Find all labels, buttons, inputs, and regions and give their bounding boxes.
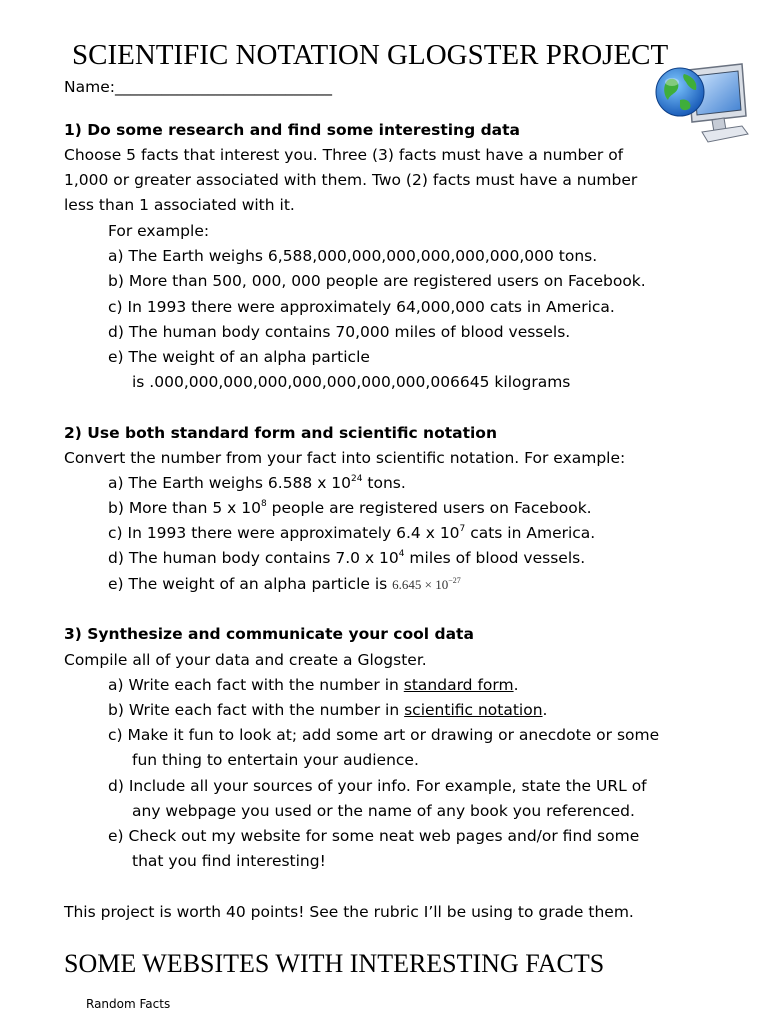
underlined-term: scientific notation: [404, 701, 543, 719]
section-2-fact-c: c) In 1993 there were approximately 6.4 x $10^7$ cats in America.: [108, 524, 596, 542]
section-1-text-line-1: Choose 5 facts that interest you. Three (3) facts must have a number of: [64, 146, 624, 164]
page-title: SCIENTIFIC NOTATION GLOGSTER PROJECT: [72, 39, 669, 71]
section-3-item-d-line-2: any webpage you used or the name of any book you referenced.: [132, 802, 635, 820]
section-1-fact-c: c) In 1993 there were approximately 64,000,000 cats in America.: [108, 298, 615, 316]
random-facts-link[interactable]: Random Facts: [86, 997, 171, 1011]
exponent: 24: [351, 474, 363, 484]
section-2-fact-b: b) More than 5 x $10^8$ people are registered users on Facebook.: [108, 499, 592, 517]
section-1-fact-b: b) More than 500, 000, 000 people are registered users on Facebook.: [108, 272, 646, 290]
section-2-fact-a: a) The Earth weighs 6.588 x $10^{24}$ tons.: [108, 474, 406, 492]
section-1-fact-e-line-1: e) The weight of an alpha particle: [108, 348, 370, 366]
exponent: 7: [459, 524, 466, 534]
section-1-example-label: For example:: [108, 222, 210, 240]
section-3-text-line-1: Compile all of your data and create a Glogster.: [64, 651, 427, 669]
computer-globe-icon: [650, 60, 756, 148]
section-2-fact-e: e) The weight of an alpha particle is $6.645 \times 10^{-27}$: [108, 575, 461, 593]
math-expression: $6.645 \times 10^{-27}$: [392, 576, 461, 592]
websites-heading: SOME WEBSITES WITH INTERESTING FACTS: [64, 949, 605, 978]
section-2-heading: 2) Use both standard form and scientific notation: [64, 424, 497, 442]
section-3-item-c-line-1: c) Make it fun to look at; add some art or drawing or anecdote or some: [108, 726, 660, 744]
section-3-heading: 3) Synthesize and communicate your cool data: [64, 625, 474, 643]
exponent: 8: [260, 499, 267, 509]
section-2-fact-d: d) The human body contains 7.0 x $10^4$ miles of blood vessels.: [108, 549, 586, 567]
section-1-text-line-2: 1,000 or greater associated with them. Two (2) facts must have a number: [64, 171, 638, 189]
section-1-heading: 1) Do some research and find some interesting data: [64, 121, 520, 139]
name-field-label: Name:____________________________: [64, 78, 332, 96]
section-1-fact-a: a) The Earth weighs 6,588,000,000,000,000,000,000,000 tons.: [108, 247, 598, 265]
section-2-text-line-1: Convert the number from your fact into scientific notation. For example:: [64, 449, 626, 467]
exponent: 4: [398, 549, 405, 559]
section-1-fact-d: d) The human body contains 70,000 miles of blood vessels.: [108, 323, 571, 341]
section-3-item-d-line-1: d) Include all your sources of your info. For example, state the URL of: [108, 777, 647, 795]
section-3-item-c-line-2: fun thing to entertain your audience.: [132, 751, 419, 769]
underlined-term: standard form: [403, 676, 514, 694]
points-note: This project is worth 40 points! See the rubric I’ll be using to grade them.: [64, 903, 634, 921]
section-3-item-a: a) Write each fact with the number in standard form.: [108, 676, 519, 694]
section-3-item-b: b) Write each fact with the number in scientific notation.: [108, 701, 548, 719]
section-1-text-line-3: less than 1 associated with it.: [64, 196, 295, 214]
section-3-item-e-line-1: e) Check out my website for some neat web pages and/or find some: [108, 827, 640, 845]
section-1-fact-e-line-2: is .000,000,000,000,000,000,000,000,006645 kilograms: [132, 373, 571, 391]
section-3-item-e-line-2: that you find interesting!: [132, 852, 326, 870]
